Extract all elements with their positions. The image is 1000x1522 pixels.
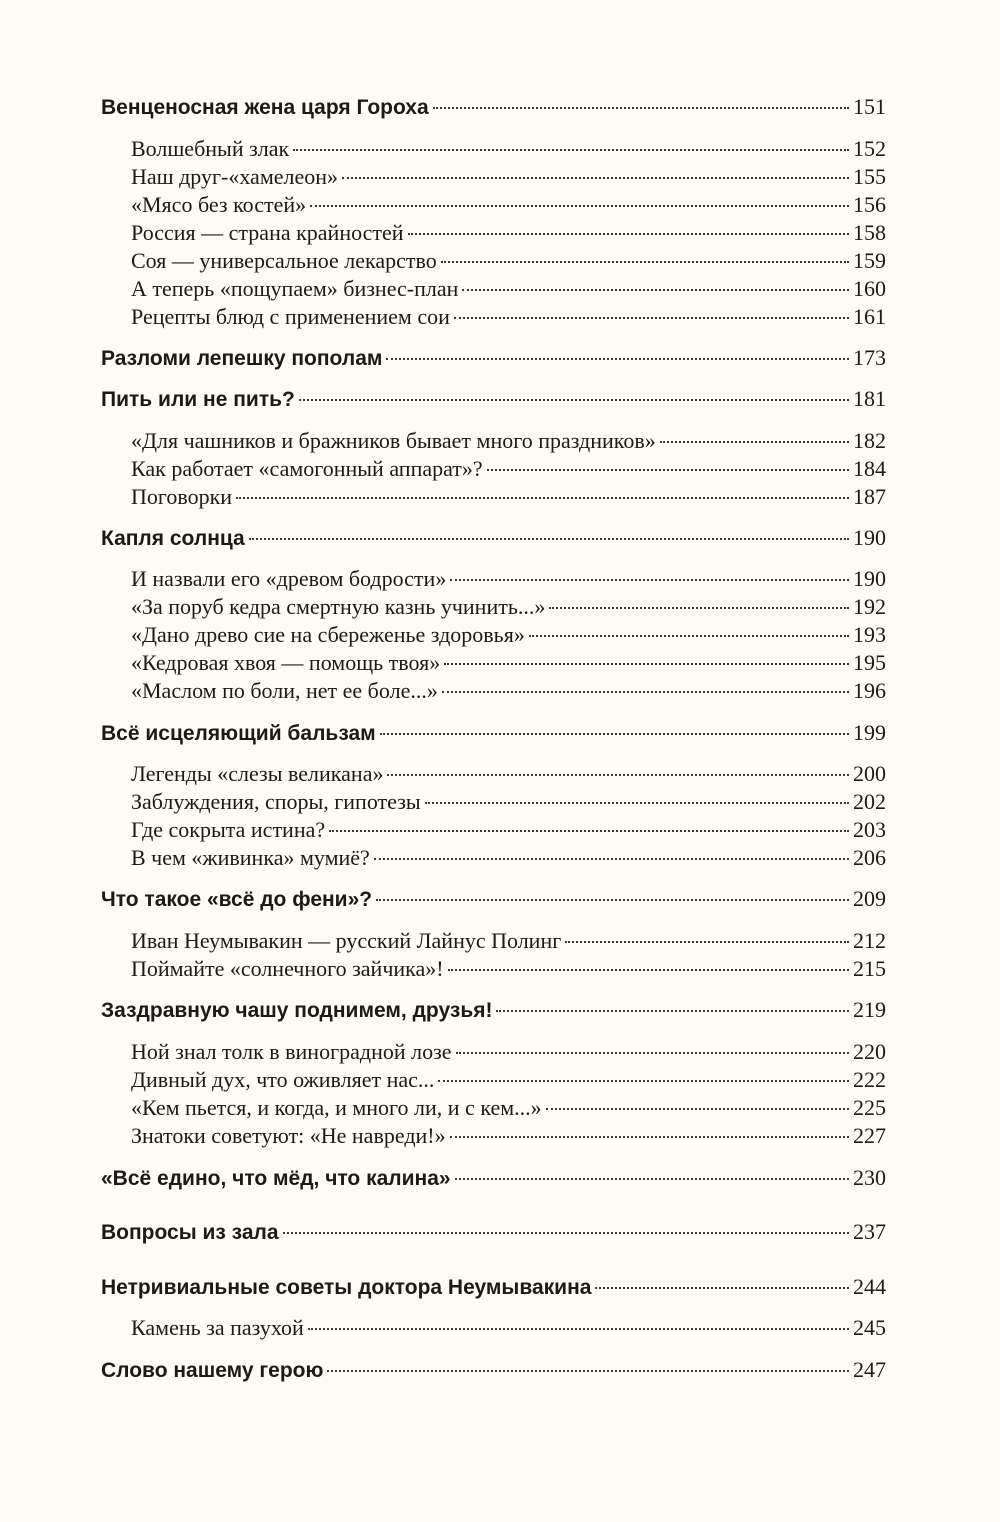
entry-title: Камень за пазухой bbox=[131, 1315, 304, 1340]
dot-leader bbox=[450, 1136, 849, 1138]
entry-title: Венценосная жена царя Гороха bbox=[101, 96, 429, 119]
entry-title: А теперь «пощупаем» бизнес-план bbox=[131, 276, 459, 301]
entry-page: 184 bbox=[853, 456, 886, 481]
entry-page: 200 bbox=[853, 761, 886, 786]
entry-page: 247 bbox=[853, 1357, 886, 1382]
entry-page: 220 bbox=[853, 1039, 886, 1064]
entry-title: Дивный дух, что оживляет нас... bbox=[131, 1067, 435, 1092]
dot-leader bbox=[529, 635, 849, 637]
dot-leader bbox=[455, 1178, 849, 1180]
entry-page: 196 bbox=[853, 678, 886, 703]
entry-page: 203 bbox=[853, 817, 886, 842]
dot-leader bbox=[293, 149, 849, 151]
dot-leader bbox=[454, 317, 849, 319]
dot-leader bbox=[425, 802, 849, 804]
dot-leader bbox=[308, 1328, 849, 1330]
dot-leader bbox=[374, 858, 849, 860]
entry-page: 156 bbox=[853, 192, 886, 217]
toc-chapter bbox=[101, 525, 886, 557]
entry-title: «Мясо без костей» bbox=[131, 192, 307, 217]
dot-leader bbox=[546, 1108, 849, 1110]
dot-leader bbox=[387, 774, 849, 776]
entry-title: И назвали его «древом бодрости» bbox=[131, 566, 447, 591]
entry-page: 158 bbox=[853, 220, 886, 245]
dot-leader bbox=[408, 233, 849, 235]
dot-leader bbox=[433, 107, 849, 109]
entry-page: 212 bbox=[853, 928, 886, 953]
entry-title: «Маслом по боли, нет ее боле...» bbox=[131, 678, 438, 703]
dot-leader bbox=[329, 830, 849, 832]
entry-title: Соя — универсальное лекарство bbox=[131, 248, 437, 273]
entry-page: 227 bbox=[853, 1123, 886, 1148]
entry-page: 187 bbox=[853, 484, 886, 509]
dot-leader bbox=[249, 538, 849, 540]
entry-title: Капля солнца bbox=[101, 527, 245, 550]
entry-page: 245 bbox=[853, 1315, 886, 1340]
dot-leader bbox=[376, 899, 849, 901]
entry-page: 152 bbox=[853, 136, 886, 161]
dot-leader bbox=[496, 1010, 849, 1012]
toc-chapter bbox=[101, 1219, 886, 1251]
entry-title: Волшебный злак bbox=[131, 136, 290, 161]
entry-page: 159 bbox=[853, 248, 886, 273]
entry-page: 193 bbox=[853, 622, 886, 647]
dot-leader bbox=[595, 1287, 849, 1289]
dot-leader bbox=[450, 579, 849, 581]
entry-page: 195 bbox=[853, 650, 886, 675]
dot-leader bbox=[462, 289, 849, 291]
entry-title: Россия — страна крайностей bbox=[131, 220, 404, 245]
dot-leader bbox=[386, 358, 849, 360]
toc-chapter bbox=[101, 720, 886, 752]
entry-title: Наш друг-«хамелеон» bbox=[131, 164, 339, 189]
entry-title: Слово нашему герою bbox=[101, 1359, 324, 1382]
entry-title: «Всё едино, что мёд, что калина» bbox=[101, 1167, 451, 1190]
entry-title: Нетривиальные советы доктора Неумывакина bbox=[101, 1276, 592, 1299]
entry-title: «Для чашников и бражников бывает много праздников» bbox=[131, 428, 656, 453]
toc-chapter bbox=[101, 1357, 886, 1389]
entry-title: Как работает «самогонный аппарат»? bbox=[131, 456, 483, 481]
entry-page: 222 bbox=[853, 1067, 886, 1092]
entry-title: Где сокрыта истина? bbox=[131, 817, 326, 842]
dot-leader bbox=[342, 177, 849, 179]
toc-section bbox=[131, 845, 886, 877]
entry-page: 182 bbox=[853, 428, 886, 453]
entry-title: Иван Неумывакин — русский Лайнус Полинг bbox=[131, 928, 562, 953]
entry-page: 151 bbox=[853, 94, 886, 119]
dot-leader bbox=[327, 1370, 849, 1372]
toc-chapter bbox=[101, 345, 886, 377]
dot-leader bbox=[565, 941, 849, 943]
entry-page: 190 bbox=[853, 566, 886, 591]
entry-page: 160 bbox=[853, 276, 886, 301]
entry-page: 219 bbox=[853, 997, 886, 1022]
entry-title: «Кедровая хвоя — помощь твоя» bbox=[131, 650, 441, 675]
toc-section bbox=[131, 1315, 886, 1347]
entry-page: 225 bbox=[853, 1095, 886, 1120]
toc-section bbox=[131, 678, 886, 710]
entry-title: Заздравную чашу поднимем, друзья! bbox=[101, 999, 493, 1022]
toc-chapter bbox=[101, 1165, 886, 1197]
toc-chapter bbox=[101, 886, 886, 918]
entry-page: 237 bbox=[853, 1219, 886, 1244]
entry-title: Всё исцеляющий бальзам bbox=[101, 722, 376, 745]
entry-page: 230 bbox=[853, 1165, 886, 1190]
entry-title: Пить или не пить? bbox=[101, 388, 295, 411]
entry-title: Ной знал толк в виноградной лозе bbox=[131, 1039, 452, 1064]
entry-page: 192 bbox=[853, 594, 886, 619]
toc-section bbox=[131, 1123, 886, 1155]
dot-leader bbox=[456, 1052, 849, 1054]
entry-page: 215 bbox=[853, 956, 886, 981]
dot-leader bbox=[549, 607, 849, 609]
entry-title: Разломи лепешку пополам bbox=[101, 347, 383, 370]
dot-leader bbox=[660, 441, 849, 443]
entry-title: «За поруб кедра смертную казнь учинить...» bbox=[131, 594, 546, 619]
toc-section bbox=[131, 304, 886, 336]
entry-title: Поговорки bbox=[131, 484, 233, 509]
toc-section bbox=[131, 484, 886, 516]
entry-page: 181 bbox=[853, 386, 886, 411]
entry-page: 202 bbox=[853, 789, 886, 814]
dot-leader bbox=[487, 469, 849, 471]
entry-title: Вопросы из зала bbox=[101, 1221, 279, 1244]
dot-leader bbox=[380, 733, 849, 735]
dot-leader bbox=[448, 969, 849, 971]
entry-page: 190 bbox=[853, 525, 886, 550]
dot-leader bbox=[441, 261, 849, 263]
entry-title: Поймайте «солнечного зайчика»! bbox=[131, 956, 444, 981]
entry-title: Заблуждения, споры, гипотезы bbox=[131, 789, 421, 814]
dot-leader bbox=[442, 691, 849, 693]
entry-page: 206 bbox=[853, 845, 886, 870]
toc-chapter bbox=[101, 1274, 886, 1306]
entry-title: Рецепты блюд с применением сои bbox=[131, 304, 450, 329]
entry-page: 209 bbox=[853, 886, 886, 911]
entry-title: Знатоки советуют: «Не навреди!» bbox=[131, 1123, 446, 1148]
entry-title: «Кем пьется, и когда, и много ли, и с кем...» bbox=[131, 1095, 542, 1120]
dot-leader bbox=[283, 1232, 849, 1234]
entry-page: 244 bbox=[853, 1274, 886, 1299]
entry-title: «Дано древо сие на сбереженье здоровья» bbox=[131, 622, 525, 647]
entry-page: 161 bbox=[853, 304, 886, 329]
dot-leader bbox=[236, 497, 849, 499]
entry-title: Что такое «всё до фени»? bbox=[101, 888, 373, 911]
dot-leader bbox=[444, 663, 849, 665]
entry-page: 155 bbox=[853, 164, 886, 189]
toc-section bbox=[131, 956, 886, 988]
entry-title: Легенды «слезы великана» bbox=[131, 761, 384, 786]
entry-page: 199 bbox=[853, 720, 886, 745]
dot-leader bbox=[299, 399, 849, 401]
toc-chapter bbox=[101, 386, 886, 418]
entry-title: В чем «живинка» мумиё? bbox=[131, 845, 370, 870]
entry-page: 173 bbox=[853, 345, 886, 370]
toc-chapter bbox=[101, 94, 886, 126]
dot-leader bbox=[438, 1080, 849, 1082]
toc-chapter bbox=[101, 997, 886, 1029]
dot-leader bbox=[310, 205, 849, 207]
